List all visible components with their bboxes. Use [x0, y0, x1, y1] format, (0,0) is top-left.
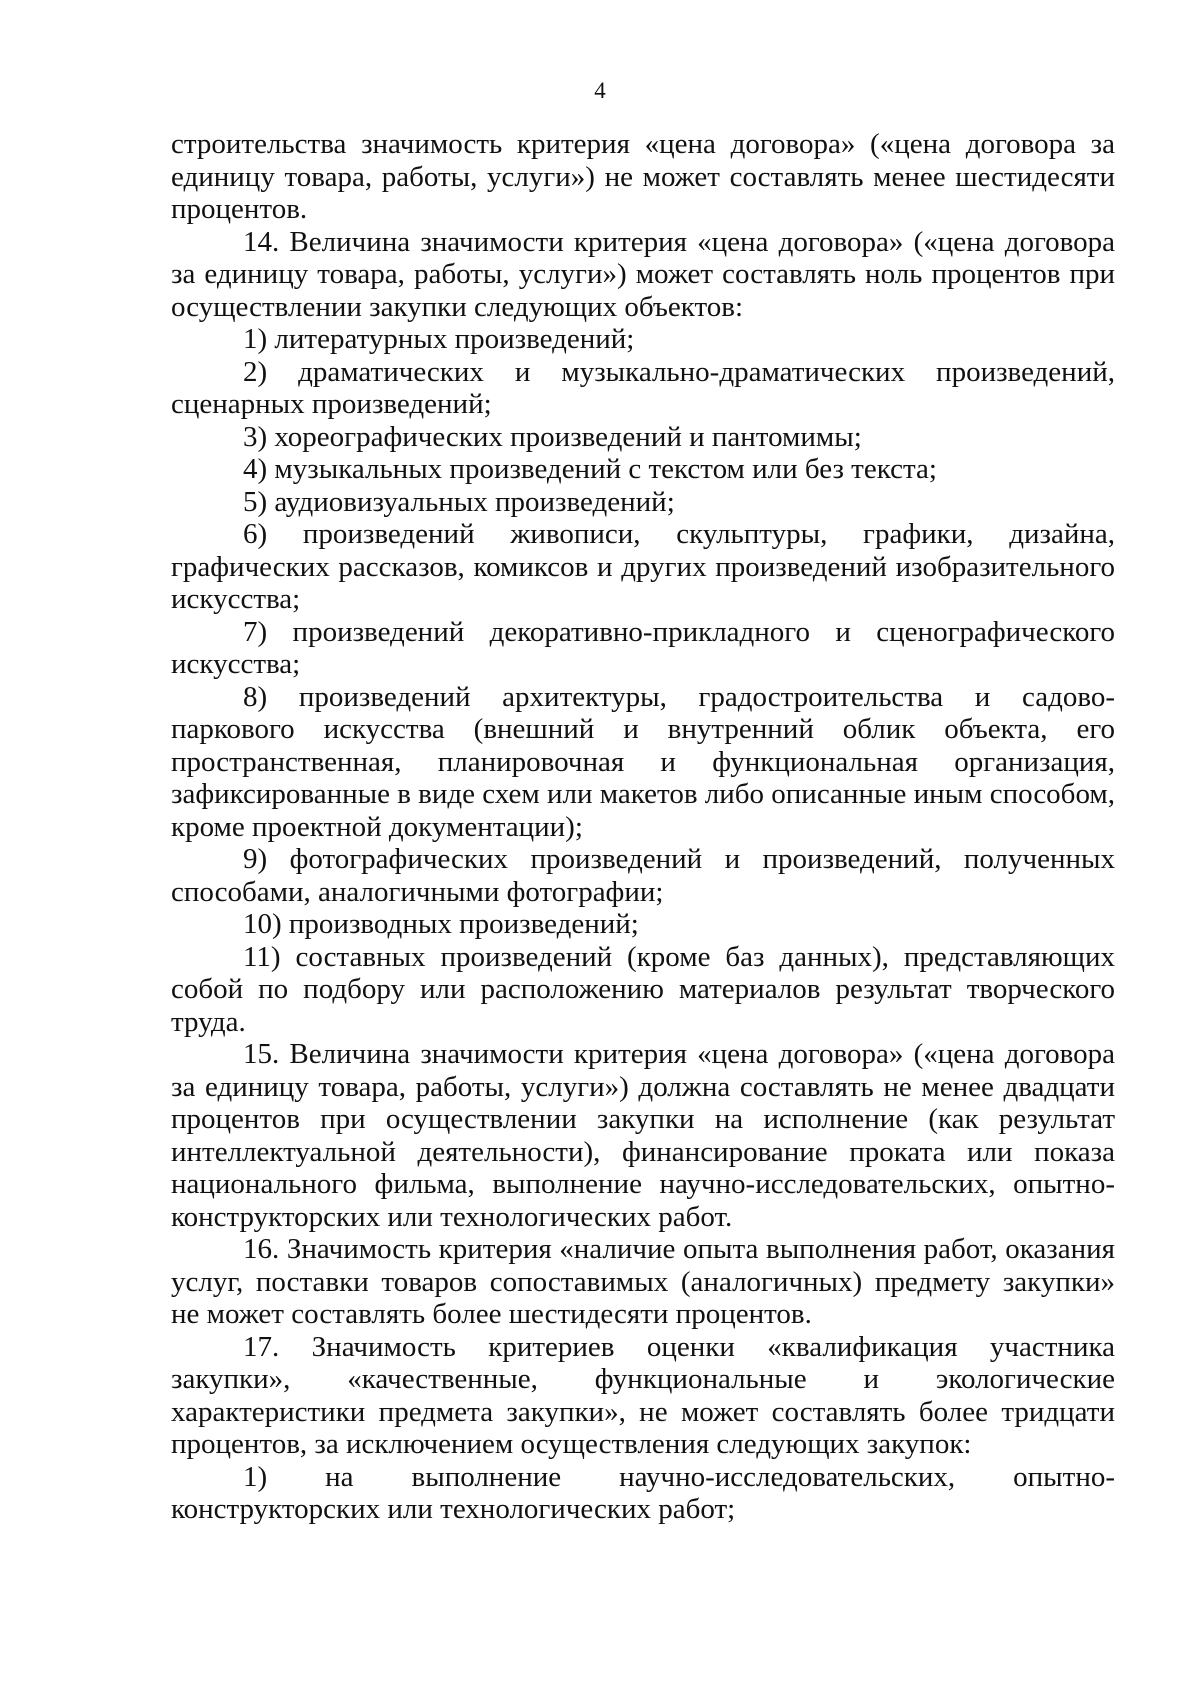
- list-item: 4) музыкальных произведений с текстом или без текста;: [243, 453, 937, 485]
- paragraph-clause-17: 17. Значимость критериев оценки «квалификация участника закупки», «качественные, функциональные и экологические характеристики предмета закупки», не может составлять более тридцати процентов, за исключением осуществления следующих закупок:: [171, 1330, 1115, 1460]
- paragraph-clause-14: 14. Величина значимости критерия «цена договора» («цена договора за единицу товара, работы, услуги») может составлять ноль процентов при осуществлении закупки следующих объектов:: [171, 225, 1115, 323]
- paragraph-clause-15: 15. Величина значимости критерия «цена договора» («цена договора за единицу товара, работы, услуги») должна составлять не менее двадцати процентов при осуществлении закупки на исполнение (как результат интеллектуальной деятельности), финансирование проката или показа национального фильма, выполнение научно-исследовательских, опытно-конструкторских или технологических работ.: [171, 1038, 1115, 1233]
- list-item: 1) литературных произведений;: [243, 323, 635, 355]
- page-number: 4: [594, 78, 606, 103]
- list-item: 1) на выполнение научно-исследовательских, опытно-конструкторских или технологических работ;: [171, 1460, 1115, 1525]
- list-item: 10) производных произведений;: [243, 908, 639, 940]
- list-item: 8) произведений архитектуры, градостроительства и садово-паркового искусства (внешний и внутренний облик объекта, его пространственная, планировочная и функциональная организация, зафиксированные в виде схем или макетов либо описанные иным способом, кроме проектной документации);: [171, 680, 1115, 843]
- list-item: 9) фотографических произведений и произведений, полученных способами, аналогичными фотографии;: [171, 843, 1115, 908]
- list-item: 2) драматических и музыкально-драматических произведений, сценарных произведений;: [171, 355, 1115, 420]
- document-body: [171, 128, 1115, 1526]
- paragraph-clause-16: 16. Значимость критерия «наличие опыта выполнения работ, оказания услуг, поставки товаров сопоставимых (аналогичных) предмету закупки» не может составлять более шестидесяти процентов.: [171, 1233, 1115, 1330]
- list-item: 6) произведений живописи, скульптуры, графики, дизайна, графических рассказов, комиксов и других произведений изобразительного искусства;: [171, 518, 1115, 615]
- list-item: 3) хореографических произведений и пантомимы;: [243, 420, 862, 453]
- paragraph-continuation: строительства значимость критерия «цена договора» («цена договора за единицу товара, работы, услуги») не может составлять менее шестидесяти процентов.: [171, 128, 1115, 225]
- list-item: 5) аудиовизуальных произведений;: [243, 485, 675, 518]
- list-item: 7) произведений декоративно-прикладного и сценографического искусства;: [171, 615, 1115, 680]
- list-item: 11) составных произведений (кроме баз данных), представляющих собой по подбору или расположению материалов результат творческого труда.: [171, 940, 1115, 1038]
